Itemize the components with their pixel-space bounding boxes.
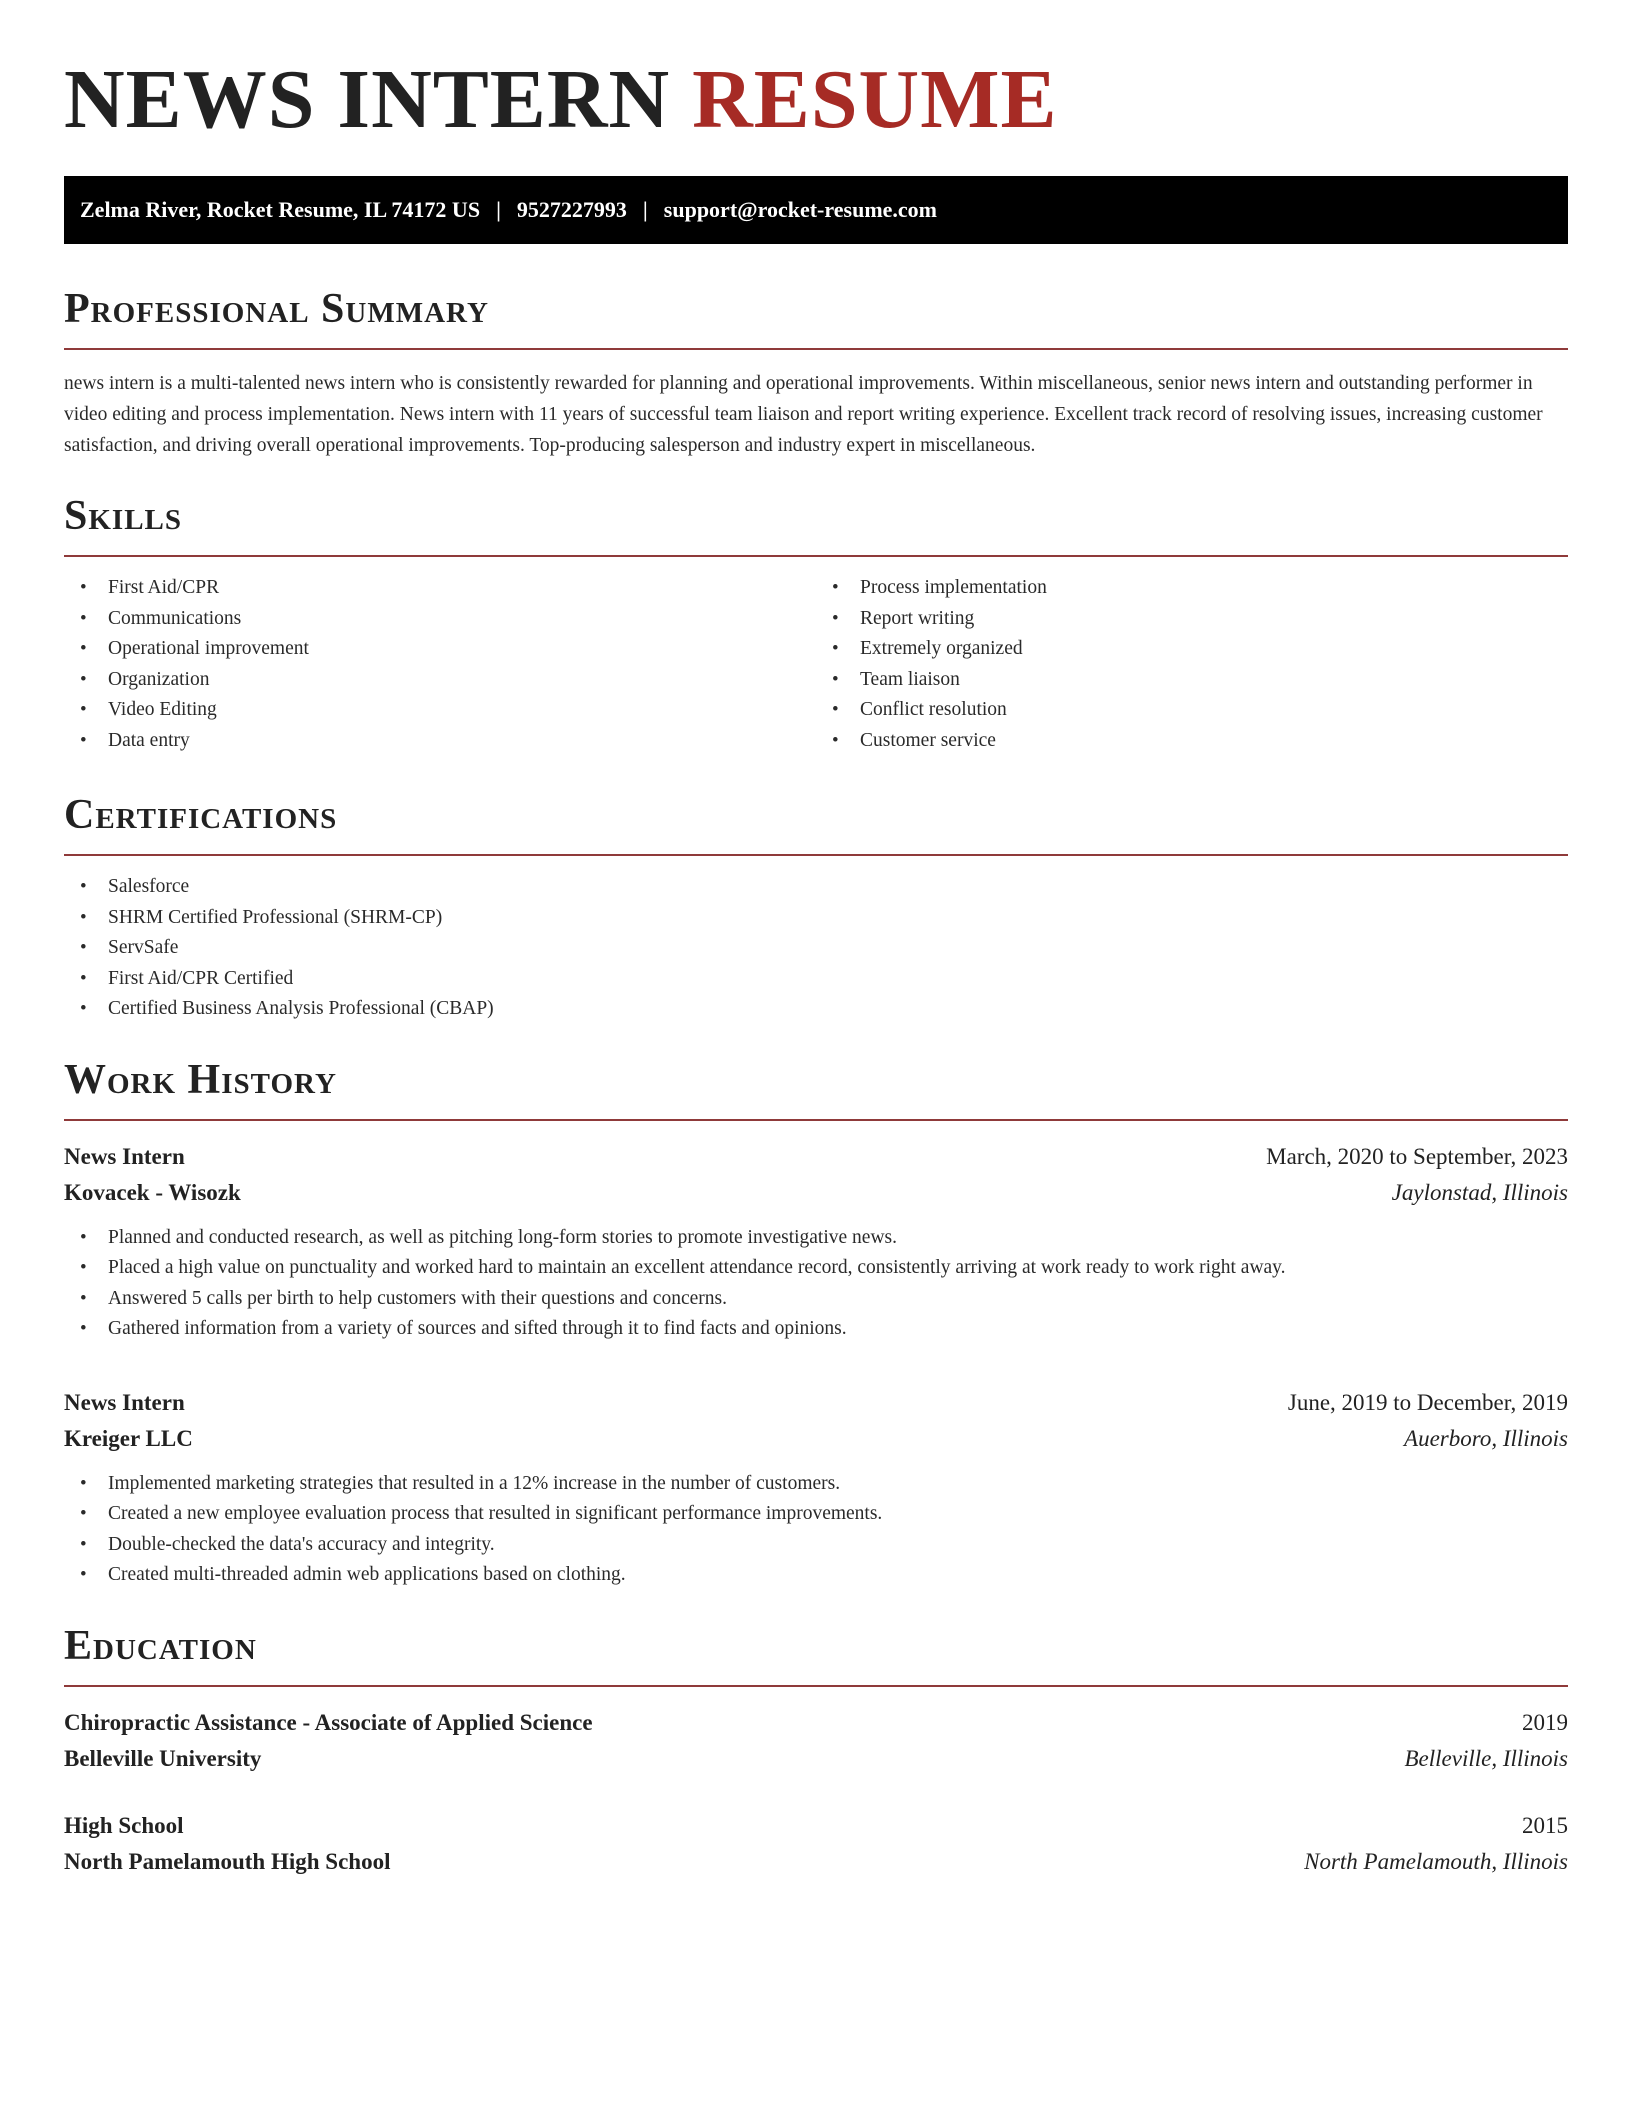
job-company-row — [64, 1175, 1568, 1211]
skill-item: • Video Editing — [64, 695, 816, 726]
education-year: 2019 — [1522, 1709, 1568, 1735]
job-company: Kreiger LLC — [64, 1425, 193, 1451]
education-school-row — [64, 1844, 1568, 1880]
section-divider — [64, 854, 1568, 856]
education-entry — [64, 1705, 1568, 1777]
skills-section — [64, 495, 1568, 756]
certification-item: • Certified Business Analysis Professional (CBAP) — [64, 994, 1568, 1025]
work-history-section — [64, 1056, 1568, 1591]
skills-column-right — [816, 573, 1568, 756]
section-divider — [64, 1119, 1568, 1121]
job-company-row — [64, 1421, 1568, 1457]
job-entry — [64, 1139, 1568, 1345]
education-year: 2015 — [1522, 1812, 1568, 1838]
skill-item: • Customer service — [816, 726, 1568, 757]
education-degree: Chiropractic Assistance - Associate of Applied Science — [64, 1709, 593, 1735]
summary-section — [64, 288, 1568, 461]
job-duties-list — [64, 1223, 1568, 1345]
skill-item: • Data entry — [64, 726, 816, 757]
summary-text: news intern is a multi-talented news intern who is consistently rewarded for planning and operational improvements. Within miscellaneous, senior news intern and outstanding performer in video editing and process implementation. News intern with 11 years of successful team liaison and report writing experience. Excellent track record of resolving issues, increasing customer satisfaction, and driving overall operational improvements. Top-producing salesperson and industry expert in miscellaneous. — [64, 373, 1543, 456]
job-company: Kovacek - Wisozk — [64, 1179, 241, 1205]
title-job-name: NEWS INTERN — [64, 53, 671, 146]
job-duty-item: • Answered 5 calls per birth to help customers with their questions and concerns. — [64, 1284, 1568, 1315]
education-entry — [64, 1808, 1568, 1880]
contact-separator: | — [496, 197, 501, 222]
contact-email: support@rocket-resume.com — [663, 197, 937, 222]
education-section — [64, 1622, 1568, 1880]
certification-item: • First Aid/CPR Certified — [64, 964, 1568, 995]
education-school-row — [64, 1741, 1568, 1777]
section-heading-certifications: Certifications — [64, 792, 338, 838]
job-title: News Intern — [64, 1143, 185, 1169]
certifications-list — [64, 872, 1568, 1025]
education-location: North Pamelamouth, Illinois — [1304, 1848, 1568, 1874]
job-location: Jaylonstad, Illinois — [1391, 1179, 1568, 1205]
job-duty-item: • Implemented marketing strategies that resulted in a 12% increase in the number of customers. — [64, 1469, 1568, 1500]
section-heading-skills: Skills — [64, 493, 183, 539]
section-divider — [64, 348, 1568, 350]
job-duties-list — [64, 1469, 1568, 1591]
education-location: Belleville, Illinois — [1404, 1745, 1568, 1771]
job-duty-item: • Created multi-threaded admin web applications based on clothing. — [64, 1560, 1568, 1591]
skill-item: • Organization — [64, 665, 816, 696]
skill-item: • Team liaison — [816, 665, 1568, 696]
certification-item: • SHRM Certified Professional (SHRM-CP) — [64, 903, 1568, 934]
section-heading-work-history: Work History — [64, 1056, 337, 1103]
job-duty-item: • Placed a high value on punctuality and worked hard to maintain an excellent attendance record, consistently arriving at work ready to work right away. — [64, 1253, 1568, 1284]
job-header-row — [64, 1385, 1568, 1421]
job-duty-item: • Planned and conducted research, as well as pitching long-form stories to promote investigative news. — [64, 1223, 1568, 1254]
skill-item: • Process implementation — [816, 573, 1568, 604]
section-divider — [64, 1685, 1568, 1687]
certification-item: • Salesforce — [64, 872, 1568, 903]
education-degree: High School — [64, 1812, 184, 1838]
skill-item: • Conflict resolution — [816, 695, 1568, 726]
education-school: Belleville University — [64, 1745, 262, 1771]
job-duty-item: • Gathered information from a variety of sources and sifted through it to find facts and opinions. — [64, 1314, 1568, 1345]
skills-list — [64, 573, 1568, 756]
section-heading-education: Education — [64, 1622, 257, 1669]
certification-item: • ServSafe — [64, 933, 1568, 964]
skill-item: • Extremely organized — [816, 634, 1568, 665]
job-duty-item: • Double-checked the data's accuracy and integrity. — [64, 1530, 1568, 1561]
contact-phone: 9527227993 — [516, 197, 627, 222]
skill-item: • First Aid/CPR — [64, 573, 816, 604]
resume-title — [64, 0, 1568, 146]
education-degree-row — [64, 1808, 1568, 1844]
contact-address: Zelma River, Rocket Resume, IL 74172 US — [80, 197, 481, 222]
job-duty-item: • Created a new employee evaluation process that resulted in significant performance improvements. — [64, 1499, 1568, 1530]
skills-column-left — [64, 573, 816, 756]
job-dates: March, 2020 to September, 2023 — [1266, 1143, 1568, 1169]
contact-separator: | — [642, 197, 648, 222]
section-divider — [64, 555, 1568, 557]
job-entry — [64, 1385, 1568, 1591]
job-title: News Intern — [64, 1389, 185, 1415]
section-heading-summary: Professional Summary — [64, 286, 489, 332]
skill-item: • Communications — [64, 604, 816, 635]
certifications-section — [64, 794, 1568, 1025]
contact-bar — [64, 176, 1568, 244]
education-school: North Pamelamouth High School — [64, 1848, 391, 1874]
skill-item: • Operational improvement — [64, 634, 816, 665]
education-degree-row — [64, 1705, 1568, 1741]
job-dates: June, 2019 to December, 2019 — [1287, 1389, 1568, 1415]
title-resume-word: RESUME — [692, 53, 1058, 146]
job-location: Auerboro, Illinois — [1404, 1425, 1568, 1451]
job-header-row — [64, 1139, 1568, 1175]
skill-item: • Report writing — [816, 604, 1568, 635]
